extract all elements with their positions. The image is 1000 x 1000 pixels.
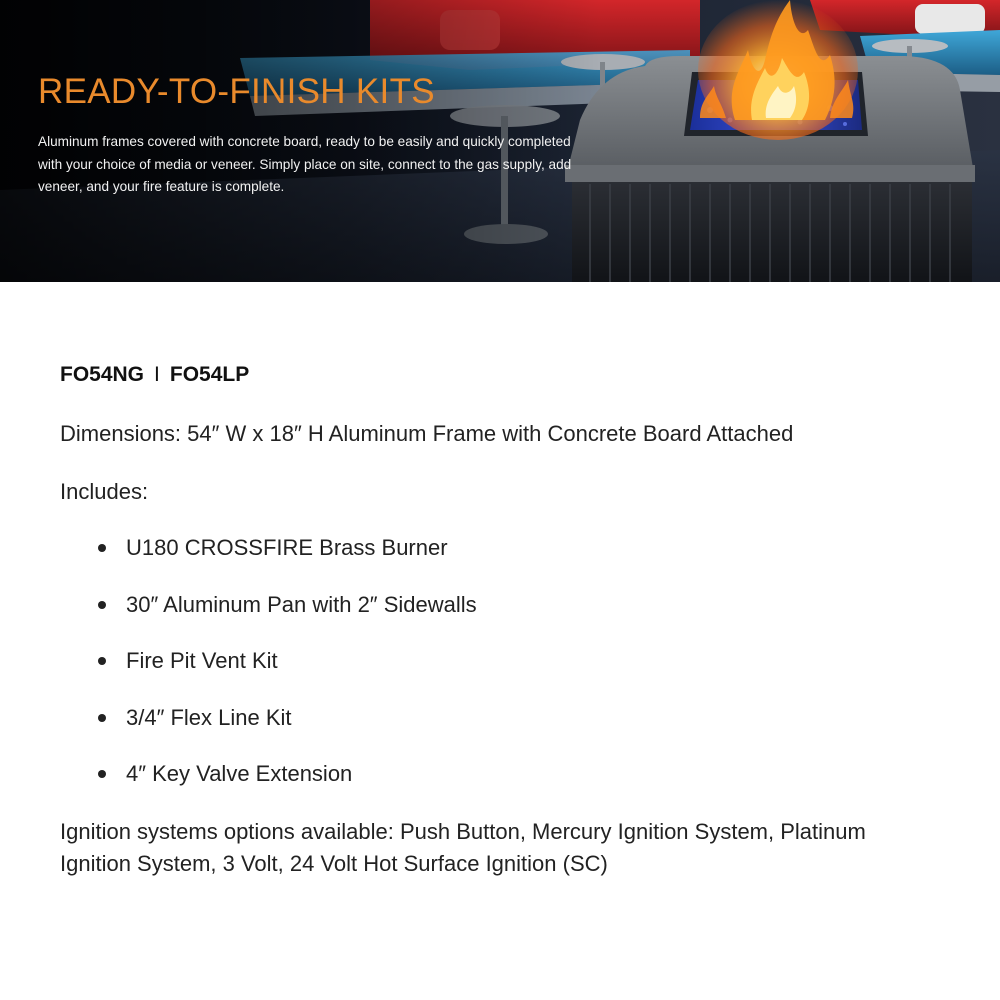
list-item-label: 4″ Key Valve Extension bbox=[126, 761, 353, 786]
hero-description: Aluminum frames covered with concrete board, ready to be easily and quickly completed with your choice of media or veneer. Simply place on site, connect to the gas supply, add veneer, and your fire feature is complete. bbox=[38, 134, 572, 194]
dimensions-text: Dimensions: 54″ W x 18″ H Aluminum Frame with Concrete Board Attached bbox=[60, 421, 794, 446]
model-separator: I bbox=[154, 363, 160, 386]
hero-banner bbox=[0, 0, 1000, 282]
bullet-icon bbox=[98, 544, 106, 552]
model-number-ng: FO54NG bbox=[60, 363, 145, 386]
ignition-options-text: Ignition systems options available: Push Button, Mercury Ignition System, Platinum Ignition System, 3 Volt, 24 Volt Hot Surface Ignition (SC) bbox=[60, 818, 866, 876]
list-item bbox=[60, 533, 960, 563]
list-item-label: U180 CROSSFIRE Brass Burner bbox=[126, 535, 448, 560]
product-details bbox=[60, 360, 960, 880]
list-item-label: Fire Pit Vent Kit bbox=[126, 648, 278, 673]
list-item bbox=[60, 646, 960, 676]
list-item bbox=[60, 759, 960, 789]
includes-label: Includes: bbox=[60, 479, 149, 504]
list-item-label: 3/4″ Flex Line Kit bbox=[126, 704, 292, 730]
bullet-icon bbox=[98, 657, 106, 665]
bullet-icon bbox=[98, 714, 106, 722]
list-item-label: 30″ Aluminum Pan with 2″ Sidewalls bbox=[126, 591, 477, 617]
includes-list bbox=[60, 533, 960, 789]
list-item bbox=[60, 703, 960, 733]
model-numbers bbox=[60, 360, 960, 390]
model-number-lp: FO54LP bbox=[169, 363, 250, 386]
hero-title: READY-TO-FINISH KITS bbox=[38, 72, 435, 111]
list-item bbox=[60, 590, 960, 620]
bullet-icon bbox=[98, 770, 106, 778]
bullet-icon bbox=[98, 601, 106, 609]
